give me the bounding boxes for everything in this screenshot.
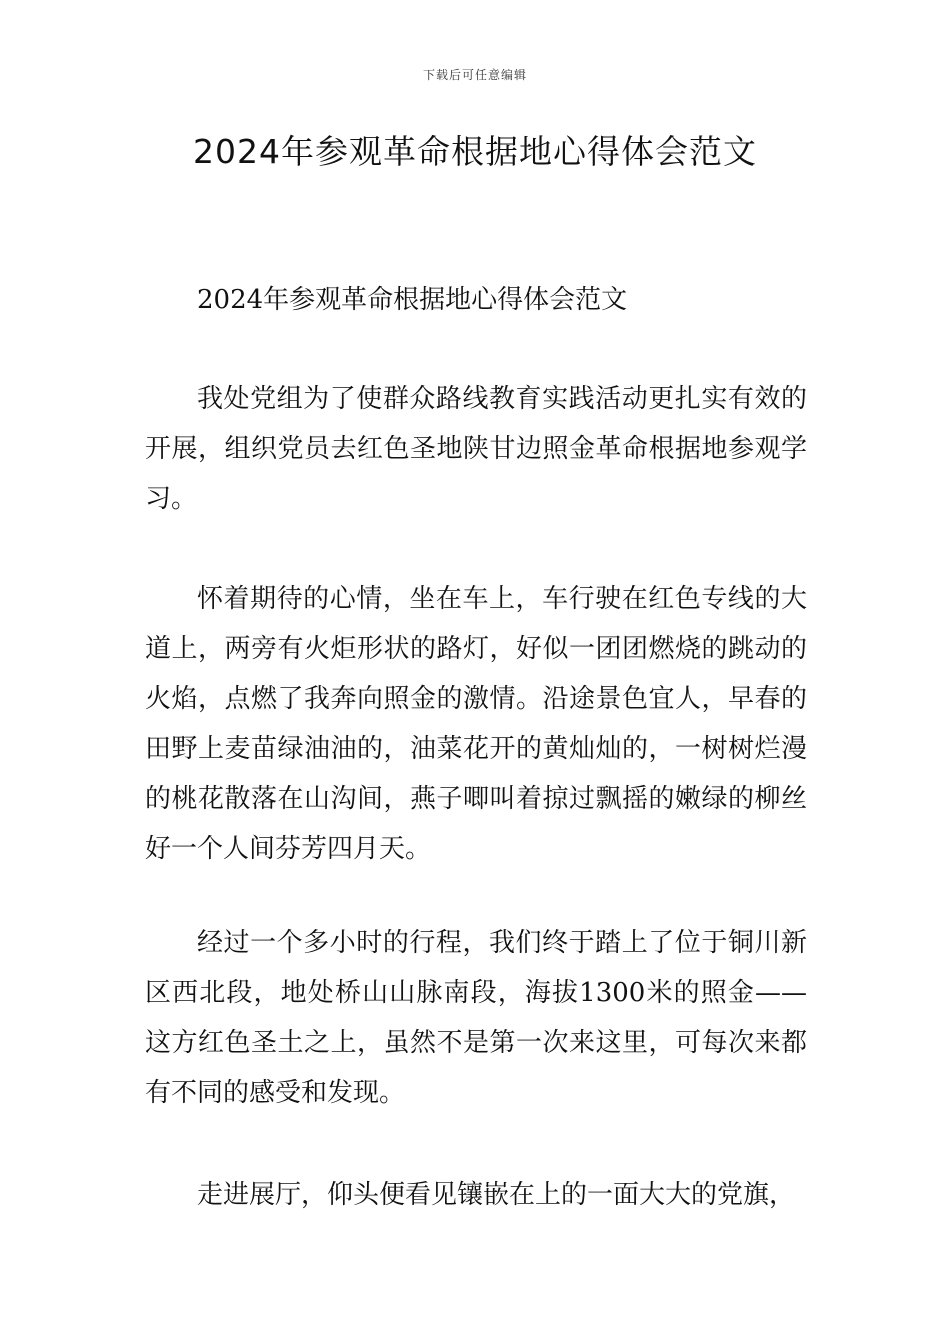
paragraph-exhibition: 走进展厅，仰头便看见镶嵌在上的一面大大的党旗，	[197, 1180, 796, 1210]
paragraph-intro: 我处党组为了使群众路线教育实践活动更扎实有效的开展，组织党员去红色圣地陕甘边照金革命根据地参观学习。	[145, 384, 807, 514]
paragraph-subtitle: 2024年参观革命根据地心得体会范文	[197, 285, 628, 315]
paragraph-journey: 怀着期待的心情，坐在车上，车行驶在红色专线的大道上，两旁有火炬形状的路灯，好似一团团燃烧的跳动的火焰，点燃了我奔向照金的激情。沿途景色宜人，早春的田野上麦苗绿油油的，油菜花开的黄灿灿的，一树树烂漫的桃花散落在山沟间，燕子唧叫着掠过飘摇的嫩绿的柳丝好一个人间芬芳四月天。	[145, 584, 807, 864]
document-title: 2024年参观革命根据地心得体会范文	[193, 132, 757, 171]
paragraph-arrival: 经过一个多小时的行程，我们终于踏上了位于铜川新区西北段，地处桥山山脉南段，海拔1300米的照金——这方红色圣土之上，虽然不是第一次来这里，可每次来都有不同的感受和发现。	[145, 928, 807, 1108]
header-note: 下载后可任意编辑	[422, 68, 527, 82]
